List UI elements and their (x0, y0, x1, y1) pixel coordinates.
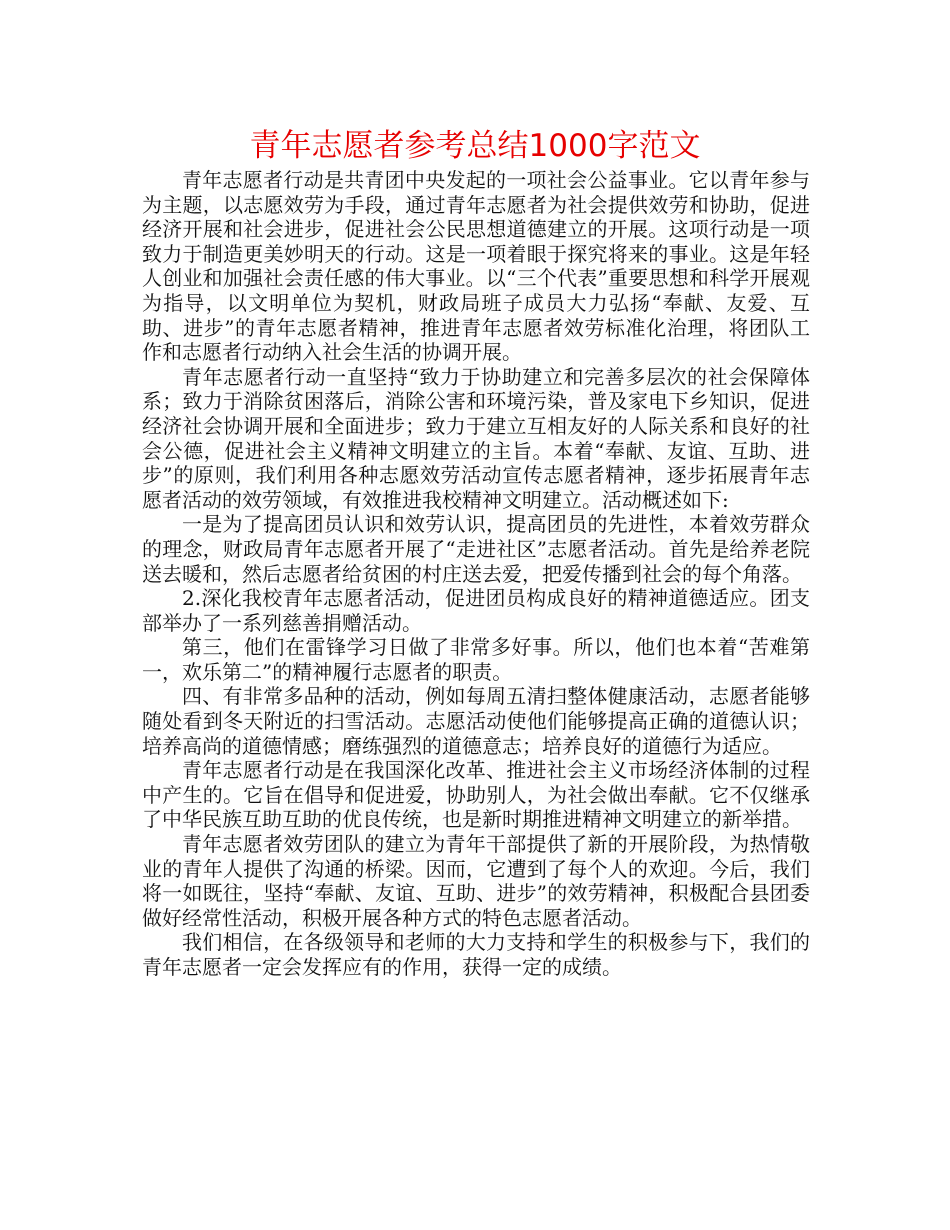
paragraph-2: 青年志愿者行动一直坚持“致力于协助建立和完善多层次的社会保障体系；致力于消除贫困落后，消除公害和环境污染，普及家电下乡知识，促进经济社会协调开展和全面进步；致力于建立互相友好的人际关系和良好的社会公德，促进社会主义精神文明建立的主旨。本着“奉献、友谊、互助、进步”的原则，我们利用各种志愿效劳活动宣传志愿者精神，逐步拓展青年志愿者活动的效劳领域，有效推进我校精神文明建立。活动概述如下: (142, 364, 810, 512)
paragraph-8: 青年志愿者效劳团队的建立为青年干部提供了新的开展阶段，为热情敬业的青年人提供了沟通的桥梁。因而，它遭到了每个人的欢迎。今后，我们将一如既往，坚持“奉献、友谊、互助、进步”的效劳精神，积极配合县团委做好经常性活动，积极开展各种方式的特色志愿者活动。 (142, 832, 810, 930)
paragraph-3: 一是为了提高团员认识和效劳认识，提高团员的先进性，本着效劳群众的理念，财政局青年志愿者开展了“走进社区”志愿者活动。首先是给养老院送去暖和，然后志愿者给贫困的村庄送去爱，把爱传播到社会的每个角落。 (142, 512, 810, 586)
paragraph-7: 青年志愿者行动是在我国深化改革、推进社会主义市场经济体制的过程中产生的。它旨在倡导和促进爱，协助别人，为社会做出奉献。它不仅继承了中华民族互助互助的优良传统，也是新时期推进精神文明建立的新举措。 (142, 758, 810, 832)
paragraph-6: 四、有非常多品种的活动，例如每周五清扫整体健康活动，志愿者能够随处看到冬天附近的扫雪活动。志愿活动使他们能够提高正确的道德认识；培养高尚的道德情感；磨练强烈的道德意志；培养良好的道德行为适应。 (142, 684, 810, 758)
paragraph-1: 青年志愿者行动是共青团中央发起的一项社会公益事业。它以青年参与为主题，以志愿效劳为手段，通过青年志愿者为社会提供效劳和协助，促进经济开展和社会进步，促进社会公民思想道德建立的开展。这项行动是一项致力于制造更美妙明天的行动。这是一项着眼于探究将来的事业。这是年轻人创业和加强社会责任感的伟大事业。以“三个代表”重要思想和科学开展观为指导，以文明单位为契机，财政局班子成员大力弘扬“奉献、友爱、互助、进步”的青年志愿者精神，推进青年志愿者效劳标准化治理，将团队工作和志愿者行动纳入社会生活的协调开展。 (142, 168, 810, 365)
document-body (142, 168, 810, 980)
paragraph-4: 2.深化我校青年志愿者活动，促进团员构成良好的精神道德适应。团支部举办了一系列慈善捐赠活动。 (142, 586, 810, 635)
paragraph-9: 我们相信，在各级领导和老师的大力支持和学生的积极参与下，我们的青年志愿者一定会发挥应有的作用，获得一定的成绩。 (142, 930, 810, 979)
paragraph-5: 第三，他们在雷锋学习日做了非常多好事。所以，他们也本着“苦难第一，欢乐第二”的精神履行志愿者的职责。 (142, 635, 810, 684)
document-title: 青年志愿者参考总结1000字范文 (249, 128, 701, 164)
